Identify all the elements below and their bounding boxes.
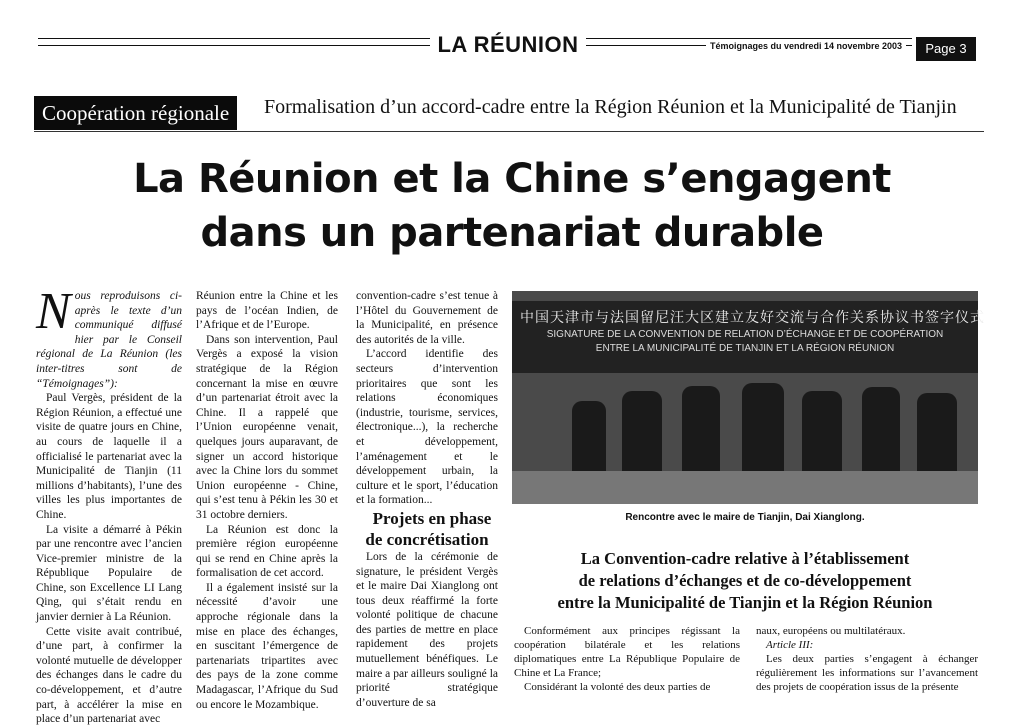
article-paragraph: Réunion entre la Chine et les pays de l’océan Indien, de l’Afrique et de l’Europe. — [196, 290, 338, 332]
convention-title-line-3: entre la Municipalité de Tianjin et la Région Réunion — [557, 593, 933, 612]
deck-headline: Formalisation d’un accord-cadre entre la Région Réunion et la Municipalité de Tianjin — [264, 96, 957, 118]
kicker-label: Coopération régionale — [34, 96, 237, 130]
article-paragraph: La Réunion est donc la première région européenne qui se rend en Chine après la formalisation de cet accord. — [196, 523, 338, 580]
article-paragraph: La visite a démarré à Pékin par une rencontre avec l’ancien Vice-premier ministre de la République Populaire de Chine, son Excellence LI Lang Qing, qui s’était rendu en janvier dernier à La Réunion. — [36, 523, 182, 624]
convention-title — [512, 548, 978, 614]
convention-column-right — [756, 624, 978, 693]
article-intro — [36, 283, 182, 391]
article-paragraph: Cette visite avait contribué, d’une part, à confirmer la volonté mutuelle de développer des échanges dans le cadre du co-développement, et d’autre part, à accélérer la mise en place d’un partenariat avec — [36, 625, 182, 726]
article-column-1 — [36, 283, 182, 726]
convention-article-heading: Article III: — [766, 639, 814, 651]
kicker-divider — [34, 131, 984, 132]
convention-paragraph: Conformément aux principes régissant la coopération bilatérale et les relations diplomatiques entre La République Populaire de Chine et La France; — [514, 625, 740, 679]
headline-line-1: La Réunion et la Chine s’engagent — [133, 156, 891, 202]
page-number: Page 3 — [916, 37, 976, 61]
article-paragraph: Dans son intervention, Paul Vergès a exposé la vision stratégique de la Région concernant la mise en œuvre d’un partenariat étroit avec la Chine. Il a rappelé que l’Union européenne venait, quelques jours auparavant, de signer un accord historique avec la Chine lors du sommet Union européenne - Chine, qui s’est tenu à Pékin les 30 et 31 octobre derniers. — [196, 333, 338, 521]
convention-title-line-2: de relations d’échanges et de co-développement — [578, 571, 912, 590]
convention-paragraph: Considérant la volonté des deux parties de — [524, 681, 711, 693]
banner-french-line-2: ENTRE LA MUNICIPALITÉ DE TIANJIN ET LA RÉGION RÉUNION — [595, 343, 895, 354]
article-paragraph: Paul Vergès, président de la Région Réunion, a effectué une visite de quatre jours en Chine, au cours de laquelle il a officialisé le partenariat avec la Municipalité de Tianjin (11 millions d’habitants), l’une des villes les plus importantes de Chine. — [36, 392, 182, 521]
article-subhead: Projets en phase de concrétisation — [365, 508, 492, 549]
article-column-2 — [196, 289, 338, 711]
signing-table — [512, 471, 978, 504]
article-paragraph: Il a également insisté sur la nécessité d’avoir une approche régionale dans la mise en place des échanges, en suscitant l’émergence de partenariats tripartites avec des pays de la zone comme Madagascar, l’Afrique du Sud ou encore le Mozambique. — [196, 581, 338, 711]
section-title: LA RÉUNION — [437, 32, 579, 57]
drop-cap: N — [36, 283, 71, 340]
banner-french-line-1: SIGNATURE DE LA CONVENTION DE RELATION D’ÉCHANGE ET DE COOPÉRATION — [546, 329, 944, 340]
convention-column-left — [514, 624, 740, 693]
photo-caption: Rencontre avec le maire de Tianjin, Dai Xianglong. — [625, 512, 865, 523]
convention-title-line-1: La Convention-cadre relative à l’établissement — [580, 549, 910, 568]
banner-chinese-text: 中国天津市与法国留尼汪大区建立友好交流与合作关系协议书签字仪式 — [520, 310, 985, 326]
signing-ceremony-photo — [512, 291, 985, 504]
article-paragraph: Lors de la cérémonie de signature, le président Vergès et le maire Dai Xianglong ont tous deux réaffirmé la forte volonté politique de chacune des parties de mettre en place rapidement des projets mutuellement bénéfiques. Le maire a par ailleurs souligné la priorité stratégique d’ouverture de sa — [356, 550, 498, 709]
intro-text: ous reproduisons ci-après le texte d’un communiqué diffusé hier par le Conseil régional de La Réunion (les inter-titres sont de “Témoignages”): — [36, 290, 182, 390]
header-rule-left — [38, 38, 430, 46]
convention-paragraph: naux, européens ou multilatéraux. — [756, 625, 906, 637]
article-paragraph: convention-cadre s’est tenue à l’Hôtel du Gouvernement de la Municipalité, en présence des autorités de la ville. — [356, 290, 498, 346]
article-paragraph: L’accord identifie des secteurs d’intervention prioritaires que sont les relations économiques (industrie, tourisme, services, électronique...), la recherche et développement, l’aménagement et le développement urbain, la culture et le sport, l’éducation et la formation... — [356, 348, 498, 507]
article-column-3 — [356, 289, 498, 709]
main-headline — [40, 152, 984, 260]
issue-date: Témoignages du vendredi 14 novembre 2003 — [706, 41, 906, 51]
convention-paragraph: Les deux parties s’engagent à échanger régulièrement les informations sur l’avancement des projets de coopération issus de la présente — [756, 653, 978, 693]
headline-line-2: dans un partenariat durable — [200, 210, 824, 256]
